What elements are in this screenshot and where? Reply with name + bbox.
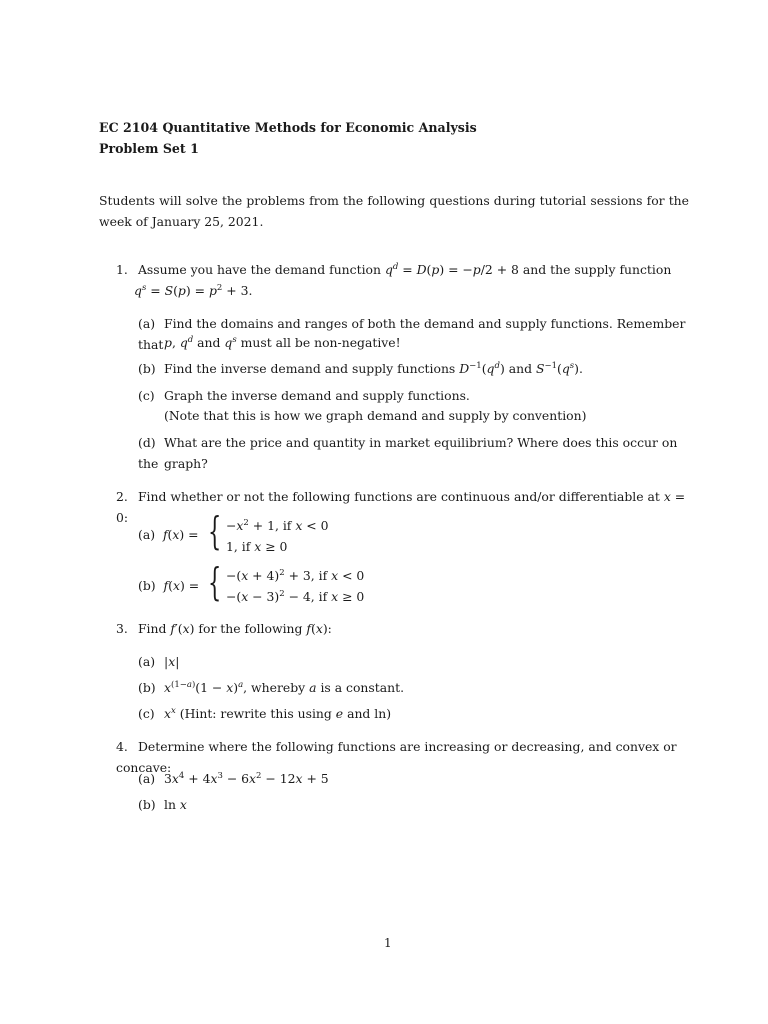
question-3a (138, 651, 688, 672)
question-4b-text: ln x (164, 797, 187, 812)
question-2 (116, 486, 688, 528)
question-number: 4. (116, 739, 128, 754)
part-label: (a) (138, 654, 156, 669)
question-1a-line-2: p, $q^d$ and $q^s$ must all be non-negative! (164, 335, 401, 350)
question-3c (138, 703, 688, 724)
question-3b-text: $x^{(1-a)}(1 - x)^a$, whereby a is a constant. (164, 680, 405, 695)
question-2a-case-1: $-x^2 + 1$, if x < 0 (226, 518, 329, 533)
question-4b (138, 794, 688, 815)
question-2-text: Find whether or not the following functions are continuous and/or differentiable at x = 0: (116, 489, 686, 525)
question-3-text: Find f′(x) for the following f(x): (137, 621, 332, 636)
question-2b-lhs: (b) f(x) = (138, 578, 200, 593)
question-3a-text: |x| (164, 654, 180, 669)
part-label: (b) (138, 797, 156, 812)
question-4-text: Determine where the following functions are increasing or decreasing, and convex or concave: (116, 739, 677, 775)
question-2b-case-2: $-(x - 3)^2 - 4$, if x ≥ 0 (226, 589, 365, 604)
course-title: EC 2104 Quantitative Methods for Economic Analysis (99, 120, 477, 135)
question-1c (138, 385, 688, 406)
part-label: (b) (138, 361, 156, 376)
question-3 (116, 618, 688, 639)
question-2b-case-1: $-(x + 4)^2 + 3$, if x < 0 (226, 568, 365, 583)
question-1 (116, 259, 688, 280)
part-label: (b) (138, 578, 156, 593)
question-number: 1. (116, 262, 128, 277)
left-brace: { (208, 509, 222, 553)
part-label: (d) (138, 435, 156, 450)
question-4a (138, 768, 688, 789)
part-label: (c) (138, 388, 155, 403)
question-number: 2. (116, 489, 128, 504)
question-1a-line-1: Find the domains and ranges of both the demand and supply functions. Remember that (138, 316, 686, 352)
question-1d-line-2: graph? (164, 456, 208, 471)
question-1d-line-1: What are the price and quantity in market equilibrium? Where does this occur on the (138, 435, 678, 471)
part-label: (a) (138, 527, 156, 542)
question-number: 3. (116, 621, 128, 636)
question-1c-line-1: Graph the inverse demand and supply functions. (164, 388, 470, 403)
question-1b (138, 358, 688, 379)
part-label: (c) (138, 706, 155, 721)
part-label: (b) (138, 680, 156, 695)
problem-set-title: Problem Set 1 (99, 141, 199, 156)
left-brace: { (208, 560, 222, 604)
question-3c-text: $x^x$ (Hint: rewrite this using e and ln) (164, 706, 392, 721)
question-2a-case-2: 1, if x ≥ 0 (226, 539, 288, 554)
question-3b (138, 677, 688, 698)
question-1c-line-2: (Note that this is how we graph demand and supply by convention) (164, 408, 587, 423)
page-number: 1 (384, 936, 392, 950)
question-1-line-1: Assume you have the demand function $q^d = D(p) = -p/2 + 8$ and the supply function (137, 262, 672, 277)
question-1-line-2: $q^s = S(p) = p^2 + 3$. (134, 283, 253, 298)
question-4a-text: $3x^4 + 4x^3 - 6x^2 - 12x + 5$ (164, 771, 329, 786)
intro-paragraph: Students will solve the problems from the following questions during tutorial sessions for the week of January 25, 2021. (99, 193, 689, 229)
part-label: (a) (138, 316, 156, 331)
question-2a-lhs: (a) f(x) = (138, 527, 199, 542)
question-1d (138, 432, 688, 474)
question-1b-text: Find the inverse demand and supply functions $D^{-1}(q^d)$ and $S^{-1}(q^s)$. (164, 361, 583, 376)
part-label: (a) (138, 771, 156, 786)
